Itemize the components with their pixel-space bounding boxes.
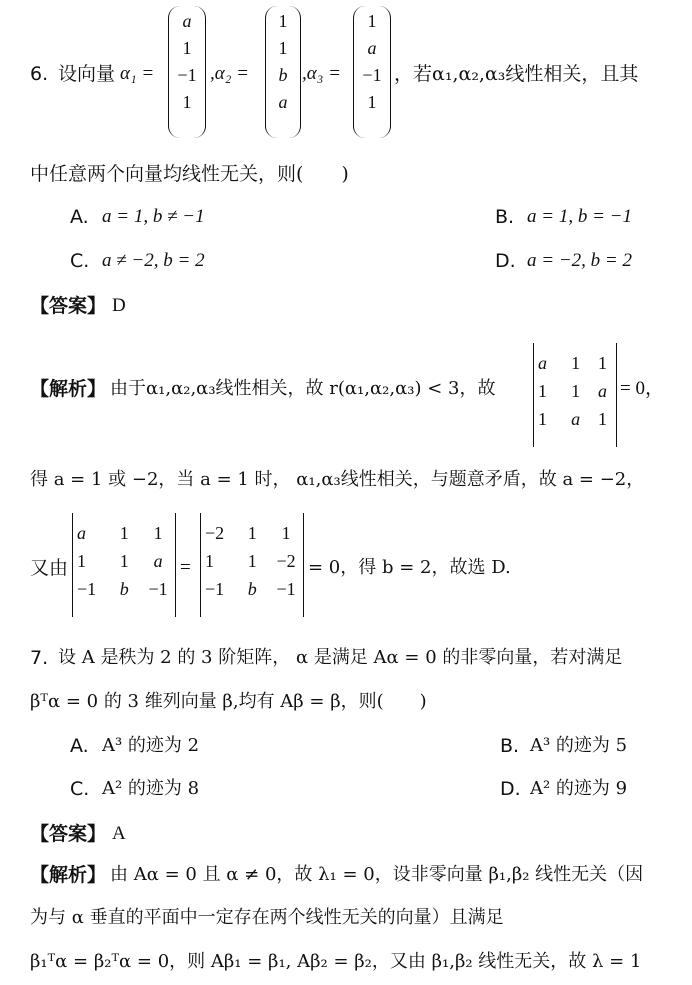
det-cell: −2	[276, 551, 296, 571]
det-cell: −1	[276, 579, 296, 599]
q7-option-a: A³ 的迹为 2	[102, 735, 200, 756]
q6-option-c-key: C.	[70, 250, 90, 272]
vec-entry: 1	[367, 92, 377, 112]
det-cell: a	[538, 353, 547, 373]
vec-entry: 1	[278, 38, 288, 58]
q6-a2-label: ,α₂ =	[210, 63, 249, 84]
q7-analysis-tag: 【解析】	[30, 864, 107, 886]
vec-entry: a	[278, 92, 288, 112]
q7-option-a-key: A.	[70, 735, 89, 757]
q6-option-b: a = 1, b = −1	[527, 206, 632, 227]
det-cell: 1	[77, 551, 86, 571]
det-cell: 1	[281, 523, 291, 543]
q6-option-b-key: B.	[495, 206, 515, 228]
q6-tail: ，若α₁,α₂,α₃线性相关，且其	[394, 63, 639, 85]
vec-entry: 1	[278, 11, 288, 31]
q6-option-c: a ≠ −2, b = 2	[102, 250, 205, 271]
det-cell: 1	[153, 523, 163, 543]
q6-vector-a2	[265, 6, 301, 138]
q7-option-d: A² 的迹为 9	[530, 778, 628, 799]
det-cell: 1	[538, 381, 547, 401]
q6-a3-label: ,α₃ =	[302, 63, 341, 84]
q6-line2: 中任意两个向量均线性无关，则( )	[30, 163, 349, 185]
q6-analysis-tag: 【解析】	[30, 378, 107, 400]
q6-number: 6.	[30, 63, 49, 85]
vec-entry: 1	[182, 92, 192, 112]
q6-determinant-3	[200, 513, 304, 617]
det-cell: 1	[538, 409, 547, 429]
det-cell: 1	[205, 551, 214, 571]
q6-det2-equals: =	[180, 557, 191, 578]
det-cell: a	[77, 523, 86, 543]
q6-analysis-line2: 得 a = 1 或 −2，当 a = 1 时， α₁,α₃线性相关，与题意矛盾，故 a = −2，	[30, 469, 645, 490]
q7-analysis-line2: 为与 α 垂直的平面中一定存在两个线性无关的向量）且满足	[30, 907, 504, 928]
det-cell: −1	[148, 579, 168, 599]
q6-option-a: a = 1, b ≠ −1	[102, 206, 205, 227]
q7-option-b: A³ 的迹为 5	[530, 735, 628, 756]
det-cell: 1	[571, 381, 581, 401]
q7-option-c-key: C.	[70, 778, 90, 800]
q6-intro: 设向量	[58, 63, 116, 85]
det-cell: a	[153, 551, 163, 571]
vec-entry: a	[182, 11, 192, 31]
q6-answer-tag: 【答案】	[30, 295, 107, 317]
det-cell: 1	[119, 523, 129, 543]
q6-option-a-key: A.	[70, 206, 89, 228]
det-cell: −2	[205, 523, 225, 543]
det-cell: 1	[247, 523, 257, 543]
vec-entry: 1	[182, 38, 192, 58]
q7-analysis-line3: β₁ᵀα = β₂ᵀα = 0，则 Aβ₁ = β₁, Aβ₂ = β₂，又由 β₁,β₂ 线性无关，故 λ = 1	[30, 951, 642, 972]
det-cell: b	[247, 579, 257, 599]
q7-option-d-key: D.	[500, 778, 521, 800]
det-cell: 1	[598, 353, 608, 373]
det-cell: a	[598, 381, 608, 401]
q6-option-d-key: D.	[495, 250, 516, 272]
det-cell: −1	[205, 579, 225, 599]
q6-answer: D	[112, 295, 126, 316]
det-cell: 1	[247, 551, 257, 571]
q6-vector-a3	[353, 6, 391, 138]
det-cell: 1	[119, 551, 129, 571]
q7-analysis-line1: 由 Aα = 0 且 α ≠ 0，故 λ₁ = 0，设非零向量 β₁,β₂ 线性无关（因	[110, 864, 644, 885]
q7-line1: 设 A 是秩为 2 的 3 阶矩阵， α 是满足 Aα = 0 的非零向量，若对满足	[58, 647, 623, 668]
q7-option-c: A² 的迹为 8	[102, 778, 200, 799]
q6-vector-a1	[168, 6, 206, 138]
det-cell: b	[119, 579, 129, 599]
q6-analysis-line3-post: = 0，得 b = 2，故选 D.	[308, 557, 511, 578]
q6-determinant-1	[533, 343, 617, 447]
q6-option-d: a = −2, b = 2	[527, 250, 632, 271]
q7-answer: A	[112, 823, 126, 844]
q7-option-b-key: B.	[500, 735, 520, 757]
q7-line2: βᵀα = 0 的 3 维列向量 β,均有 Aβ = β，则( )	[30, 691, 427, 712]
vec-entry: b	[278, 65, 288, 85]
det-cell: 1	[598, 409, 608, 429]
vec-entry: 1	[367, 11, 377, 31]
q6-analysis-line1: 由于α₁,α₂,α₃线性相关，故 r(α₁,α₂,α₃) < 3，故	[110, 378, 496, 399]
vec-entry: −1	[177, 65, 197, 85]
q6-analysis-line3-pre: 又由	[30, 557, 69, 579]
q7-answer-tag: 【答案】	[30, 823, 107, 845]
q6-det1-equals: = 0，	[620, 378, 664, 399]
det-cell: 1	[571, 353, 581, 373]
det-cell: −1	[77, 579, 97, 599]
q7-number: 7.	[30, 647, 49, 669]
vec-entry: −1	[362, 65, 382, 85]
q6-a1-label: α₁ =	[120, 63, 155, 84]
det-cell: a	[571, 409, 581, 429]
vec-entry: a	[367, 38, 377, 58]
q6-determinant-2	[72, 513, 176, 617]
